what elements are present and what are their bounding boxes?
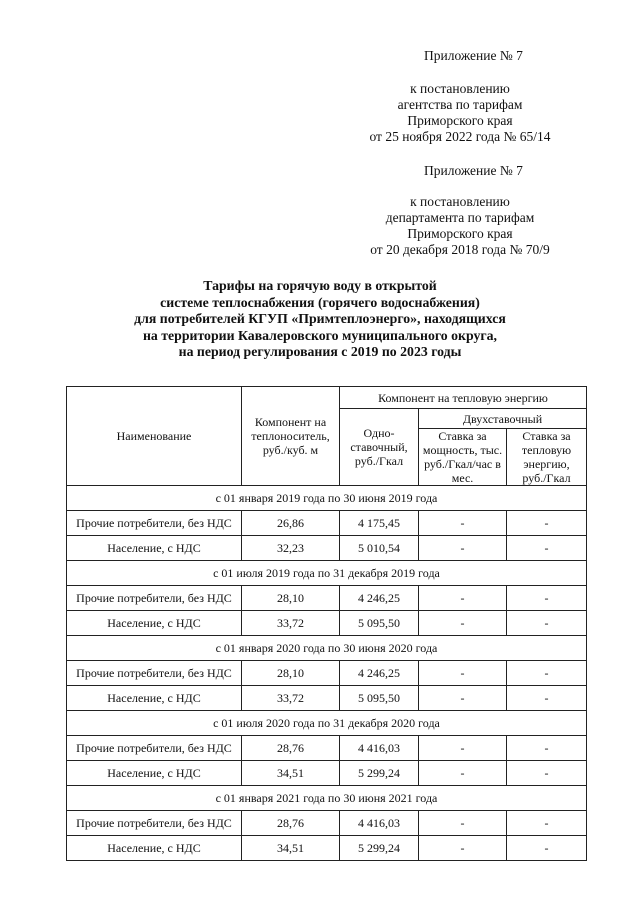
period-label: с 01 января 2020 года по 30 июня 2020 года <box>67 636 587 661</box>
carrier-value: 28,10 <box>242 586 340 611</box>
energy-rate-value: - <box>507 536 587 561</box>
consumer-name: Прочие потребители, без НДС <box>67 736 242 761</box>
header-power-rate: Ставка за мощность, тыс. руб./Гкал/час в мес. <box>419 429 507 486</box>
title-line: Тарифы на горячую воду в открытой <box>203 278 437 293</box>
table-row <box>67 686 587 711</box>
single-rate-value: 5 010,54 <box>340 536 419 561</box>
table-row <box>67 586 587 611</box>
period-label: с 01 июля 2020 года по 31 декабря 2020 года <box>67 711 587 736</box>
consumer-name: Прочие потребители, без НДС <box>67 811 242 836</box>
period-label: с 01 января 2019 года по 30 июня 2019 года <box>67 486 587 511</box>
consumer-name: Население, с НДС <box>67 536 242 561</box>
consumer-name: Прочие потребители, без НДС <box>67 511 242 536</box>
table-row <box>67 761 587 786</box>
header-thermal: Компонент на тепловую энергию <box>340 387 587 409</box>
power-rate-value: - <box>419 611 507 636</box>
annex-line: Приморского края <box>407 226 513 241</box>
power-rate-value: - <box>419 686 507 711</box>
carrier-value: 33,72 <box>242 686 340 711</box>
table-row <box>67 736 587 761</box>
header-single-rate: Одно-ставочный, руб./Гкал <box>340 409 419 486</box>
single-rate-value: 5 095,50 <box>340 686 419 711</box>
table-row <box>67 811 587 836</box>
energy-rate-value: - <box>507 686 587 711</box>
power-rate-value: - <box>419 536 507 561</box>
period-row <box>67 486 587 511</box>
energy-rate-value: - <box>507 836 587 861</box>
annex-line: к постановлению <box>410 194 510 209</box>
table-row <box>67 536 587 561</box>
power-rate-value: - <box>419 811 507 836</box>
consumer-name: Прочие потребители, без НДС <box>67 586 242 611</box>
carrier-value: 34,51 <box>242 761 340 786</box>
carrier-value: 26,86 <box>242 511 340 536</box>
annex-line: агентства по тарифам <box>397 97 523 112</box>
header-energy-rate: Ставка за тепловую энергию, руб./Гкал <box>507 429 587 486</box>
annex-title: Приложение № 7 <box>424 48 523 63</box>
carrier-value: 28,10 <box>242 661 340 686</box>
period-row <box>67 561 587 586</box>
single-rate-value: 5 299,24 <box>340 836 419 861</box>
consumer-name: Население, с НДС <box>67 761 242 786</box>
tariff-table <box>66 386 587 861</box>
single-rate-value: 5 095,50 <box>340 611 419 636</box>
energy-rate-value: - <box>507 511 587 536</box>
title-line: для потребителей КГУП «Примтеплоэнерго», находящихся <box>134 311 506 327</box>
table-body <box>67 486 587 861</box>
energy-rate-value: - <box>507 611 587 636</box>
table-row <box>67 836 587 861</box>
single-rate-value: 4 416,03 <box>340 811 419 836</box>
single-rate-value: 5 299,24 <box>340 761 419 786</box>
period-row <box>67 786 587 811</box>
single-rate-value: 4 416,03 <box>340 736 419 761</box>
annex-line: от 25 ноября 2022 года № 65/14 <box>369 129 551 144</box>
table-row <box>67 661 587 686</box>
consumer-name: Население, с НДС <box>67 611 242 636</box>
title-line: на территории Кавалеровского муниципального округа, <box>142 327 498 343</box>
header-double-rate: Двухставочный <box>419 409 587 429</box>
header-carrier: Компонент на теплоноситель, руб./куб. м <box>242 387 340 486</box>
energy-rate-value: - <box>507 736 587 761</box>
power-rate-value: - <box>419 661 507 686</box>
carrier-value: 34,51 <box>242 836 340 861</box>
energy-rate-value: - <box>507 811 587 836</box>
annex-line: департамента по тарифам <box>385 210 535 225</box>
title-line: на период регулирования с 2019 по 2023 годы <box>178 344 462 360</box>
annex-title: Приложение № 7 <box>424 163 523 178</box>
table-row <box>67 511 587 536</box>
single-rate-value: 4 175,45 <box>340 511 419 536</box>
period-row <box>67 636 587 661</box>
table-header <box>67 387 587 486</box>
table-row <box>67 611 587 636</box>
power-rate-value: - <box>419 511 507 536</box>
document-title <box>60 278 580 361</box>
energy-rate-value: - <box>507 586 587 611</box>
energy-rate-value: - <box>507 661 587 686</box>
single-rate-value: 4 246,25 <box>340 661 419 686</box>
power-rate-value: - <box>419 736 507 761</box>
consumer-name: Население, с НДС <box>67 836 242 861</box>
period-row <box>67 711 587 736</box>
carrier-value: 32,23 <box>242 536 340 561</box>
consumer-name: Население, с НДС <box>67 686 242 711</box>
power-rate-value: - <box>419 586 507 611</box>
carrier-value: 28,76 <box>242 736 340 761</box>
annex-line: к постановлению <box>410 81 510 96</box>
header-name: Наименование <box>67 387 242 486</box>
carrier-value: 28,76 <box>242 811 340 836</box>
annex-line: от 20 декабря 2018 года № 70/9 <box>370 242 550 257</box>
single-rate-value: 4 246,25 <box>340 586 419 611</box>
period-label: с 01 января 2021 года по 30 июня 2021 года <box>67 786 587 811</box>
power-rate-value: - <box>419 761 507 786</box>
period-label: с 01 июля 2019 года по 31 декабря 2019 года <box>67 561 587 586</box>
energy-rate-value: - <box>507 761 587 786</box>
annex-line: Приморского края <box>407 113 513 128</box>
consumer-name: Прочие потребители, без НДС <box>67 661 242 686</box>
power-rate-value: - <box>419 836 507 861</box>
carrier-value: 33,72 <box>242 611 340 636</box>
title-line: системе теплоснабжения (горячего водоснабжения) <box>160 294 480 310</box>
